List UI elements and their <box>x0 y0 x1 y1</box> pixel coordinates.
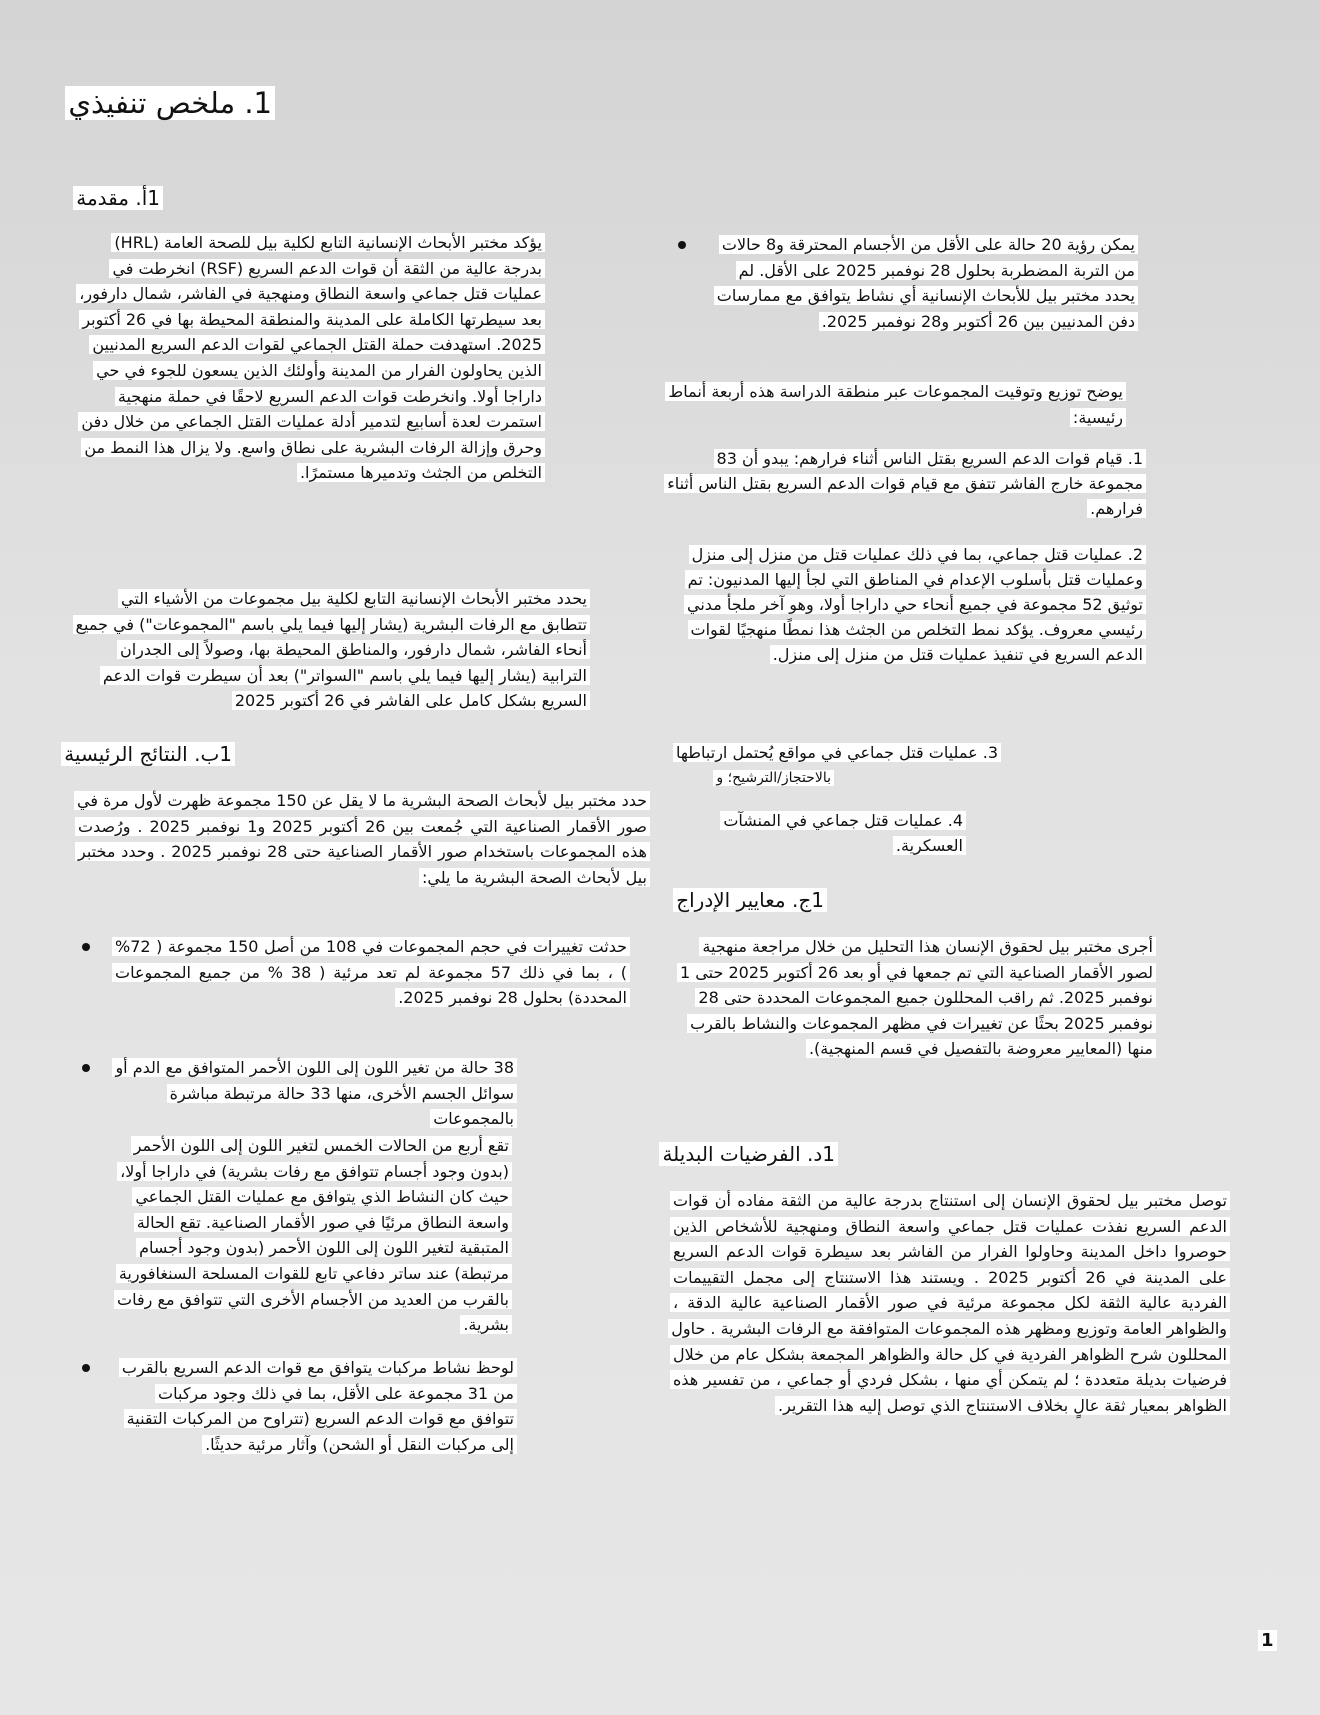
pattern-4: 4. عمليات قتل جماعي في المنشآت العسكرية. <box>666 808 966 858</box>
pattern-3: 3. عمليات قتل جماعي في مواقع يُحتمل ارتباطها <box>666 740 1001 765</box>
findings-heading: 1ب. النتائج الرئيسية <box>61 742 235 766</box>
finding-bullet-3: لوحظ نشاط مركبات يتوافق مع قوات الدعم السريع بالقرب من 31 مجموعة على الأقل، بما في ذلك وجود مركبات تتوافق مع قوات الدعم السريع (تتراوح من المركبات التقنية إلى مركبات النقل أو الشحن) وآثار مرئية حديثًا. <box>112 1355 517 1457</box>
intro-heading: 1أ. مقدمة <box>73 186 163 210</box>
page-title: 1. ملخص تنفيذي <box>65 86 275 120</box>
alternatives-paragraph: توصل مختبر بيل لحقوق الإنسان إلى استنتاج بدرجة عالية من الثقة مفاده أن قوات الدعم السريع نفذت عمليات قتل جماعي واسعة النطاق ومنهجية للأشخاص الذين حوصروا داخل المدينة وحاولوا الفرار من الفاشر بعد سيطرة قوات الدعم السريع على المدينة في 26 أكتوبر 2025 . ويستند هذا الاستنتاج إلى مجمل التقييمات الفردية عالية الثقة لكل مجموعة مرئية في صور الأقمار الصناعية عالية الدقة ، والظواهر العامة وتوزيع ومظهر هذه المجموعات المتوافقة مع الرفات البشرية . حاول المحللون شرح الظواهر الفردية في كل حالة والظواهر المجمعة بشكل عام من خلال فرضيات بديلة متعددة ؛ لم يتمكن أي منها ، بشكل فردي أو جماعي ، من تفسير هذه الظواهر بمعيار ثقة عالٍ بخلاف الاستنتاج الذي توصل إليه هذا التقرير. <box>670 1188 1230 1418</box>
criteria-paragraph: أجرى مختبر بيل لحقوق الإنسان هذا التحليل من خلال مراجعة منهجية لصور الأقمار الصناعية التي تم جمعها في أو بعد 26 أكتوبر 2025 حتى 1 نوفمبر 2025. ثم راقب المحللون جميع المجموعات المحددة حتى 28 نوفمبر 2025 بحثًا عن تغييرات في مظهر المجموعات والنشاط بالقرب منها (المعايير معروضة بالتفصيل في قسم المنهجية). <box>666 934 1156 1062</box>
patterns-intro: يوضح توزيع وتوقيت المجموعات عبر منطقة الدراسة هذه أربعة أنماط رئيسية: <box>666 379 1126 430</box>
pattern-2: 2. عمليات قتل جماعي، بما في ذلك عمليات قتل من منزل إلى منزل وعمليات قتل بأسلوب الإعدام في المناطق التي لجأ إليها المدنيون: تم توثيق 52 مجموعة في جميع أنحاء حي داراجا أولا، وهو آخر ملجأ مدني رئيسي معروف. يؤكد نمط التخلص من الجثث هذا نمطًا منهجيًا لقوات الدعم السريع في تنفيذ عمليات قتل من منزل إلى منزل. <box>666 542 1146 667</box>
finding-bullet-1: حدثت تغييرات في حجم المجموعات في 108 من أصل 150 مجموعة ( 72% ) ، بما في ذلك 57 مجموعة لم تعد مرئية ( 38 % من جميع المجموعات المحددة) بحلول 28 نوفمبر 2025. <box>112 934 630 1011</box>
intro-paragraph-2: يحدد مختبر الأبحاث الإنسانية التابع لكلية بيل مجموعات من الأشياء التي تتطابق مع الرفات البشرية (يشار إليها فيما يلي باسم "المجموعات") في جميع أنحاء الفاشر، شمال دارفور، والمناطق المحيطة بها، وصولاً إلى الجدران الترابية (يشار إليها فيما يلي باسم "السواتر") بعد أن سيطرت قوات الدعم السريع بشكل كامل على الفاشر في 26 أكتوبر 2025 <box>75 586 590 714</box>
bullet-icon <box>678 241 686 249</box>
intro-paragraph-1: يؤكد مختبر الأبحاث الإنسانية التابع لكلية بيل للصحة العامة (HRL) بدرجة عالية من الثقة أن قوات الدعم السريع (RSF) انخرطت في عمليات قتل جماعي واسعة النطاق ومنهجية في الفاشر، شمال دارفور، بعد سيطرتها الكاملة على المدينة والمنطقة المحيطة بها في 26 أكتوبر 2025. استهدفت حملة القتل الجماعي لقوات الدعم السريع المدنيين الذين يحاولون الفرار من المدينة وأولئك الذين يسعون للجوء في حي داراجا أولا. وانخرطت قوات الدعم السريع لاحقًا في حملة منهجية استمرت لعدة أسابيع لتدمير أدلة عمليات القتل الجماعي من خلال دفن وحرق وإزالة الرفات البشرية على نطاق واسع. ولا يزال هذا النمط من التخلص من الجثث وتدميرها مستمرًا. <box>75 230 545 486</box>
criteria-heading: 1ج. معايير الإدراج <box>673 888 827 912</box>
pattern-1: 1. قيام قوات الدعم السريع بقتل الناس أثناء فرارهم: يبدو أن 83 مجموعة خارج الفاشر تتفق مع قيام قوات الدعم السريع بقتل الناس أثناء فرارهم. <box>666 446 1146 521</box>
pattern-3-continued: بالاحتجاز/الترشيح؛ و <box>666 766 834 791</box>
finding-bullet-2-detail: تقع أربع من الحالات الخمس لتغير اللون إلى اللون الأحمر (بدون وجود أجسام تتوافق مع رفات بشرية) في داراجا أولا، حيث كان النشاط الذي يتوافق مع عمليات القتل الجماعي واسعة النطاق مرئيًا في صور الأقمار الصناعية. تقع الحالة المتبقية لتغير اللون إلى اللون الأحمر (بدون وجود أجسام مرتبطة) عند ساتر دفاعي تابع للقوات المسلحة السنغافورية بالقرب من العديد من الأجسام الأخرى التي تتوافق مع رفات بشرية. <box>112 1133 512 1338</box>
page-number: 1 <box>1258 1630 1277 1651</box>
bullet-icon <box>82 1064 90 1072</box>
finding-bullet-burned: يمكن رؤية 20 حالة على الأقل من الأجسام المحترقة و8 حالات من التربة المضطربة بحلول 28 نوفمبر 2025 على الأقل. لم يحدد مختبر بيل للأبحاث الإنسانية أي نشاط يتوافق مع ممارسات دفن المدنيين بين 26 أكتوبر و28 نوفمبر 2025. <box>706 232 1138 334</box>
bullet-icon <box>82 1364 90 1372</box>
alternatives-heading: 1د. الفرضيات البديلة <box>659 1142 838 1166</box>
bullet-icon <box>82 943 90 951</box>
finding-bullet-2: 38 حالة من تغير اللون إلى اللون الأحمر المتوافق مع الدم أو سوائل الجسم الأخرى، منها 33 حالة مرتبطة مباشرة بالمجموعات <box>112 1055 517 1132</box>
findings-paragraph: حدد مختبر بيل لأبحاث الصحة البشرية ما لا يقل عن 150 مجموعة ظهرت لأول مرة في صور الأقمار الصناعية التي جُمعت بين 26 أكتوبر 2025 و1 نوفمبر 2025 . ورُصدت هذه المجموعات باستخدام صور الأقمار الصناعية حتى 28 نوفمبر 2025 . وحدد مختبر بيل لأبحاث الصحة البشرية ما يلي: <box>75 788 650 890</box>
